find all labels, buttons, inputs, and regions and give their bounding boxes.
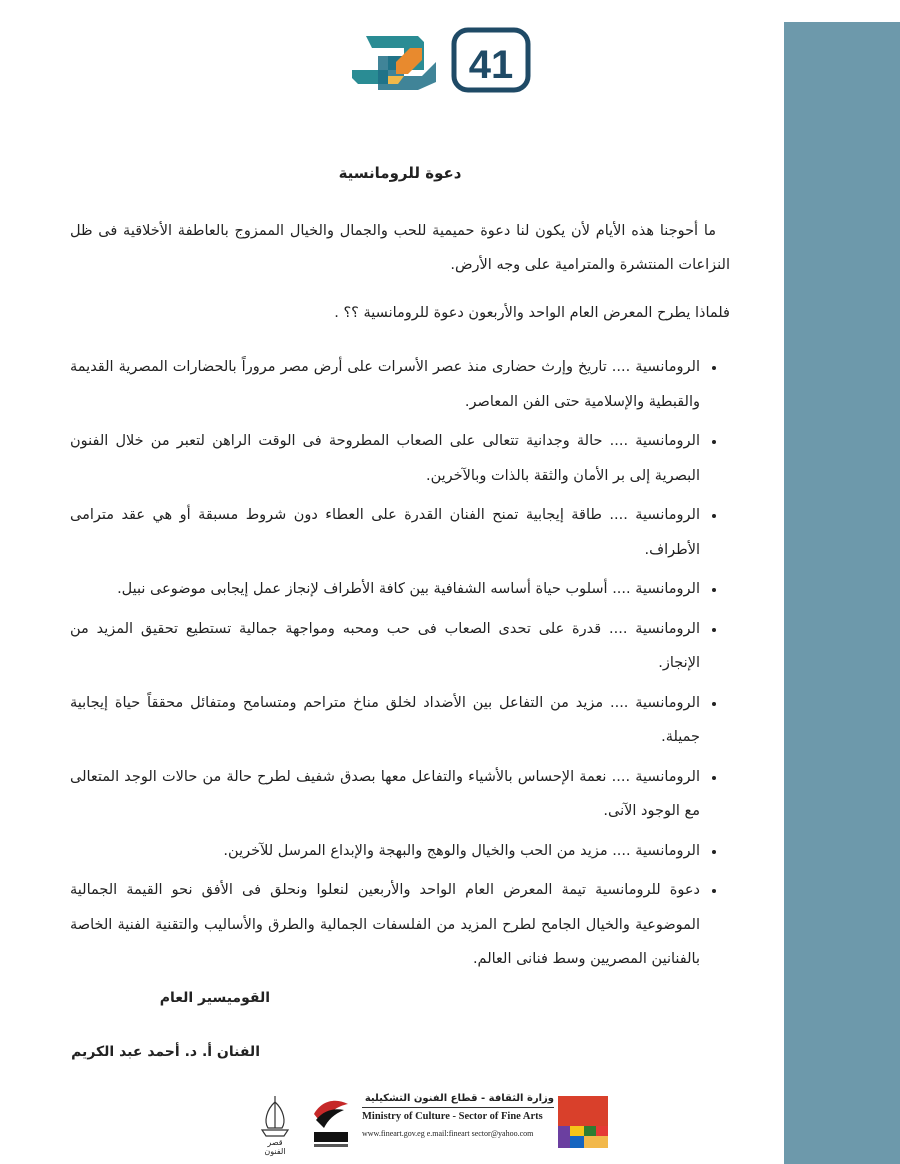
divider [362,1107,554,1108]
list-item: • الرومانسية .... قدرة على تحدى الصعاب فى حب ومحبه ومواجهة جمالية تستطيع تحقيق المزيد من الإنجاز. [70,612,702,681]
exhibition-41-logo [348,26,532,94]
ministry-block [362,1092,554,1140]
list-item: • دعوة للرومانسية تيمة المعرض العام الواحد والأربعين لنعلوا ونحلق فى الأفق نحو القيمة الجمالية الموضوعية والخيال الجامح لطرح المزيد من الفلسفات الجمالية والطرق والأساليب والتقنية الفنية الخاصة بالفنانين المصريين وسط فنانى العالم. [70,873,702,977]
list-item: • الرومانسية .... مزيد من الحب والخيال والوهج والبهجة والإبداع المرسل للآخرين. [70,834,702,869]
list-item: • الرومانسية .... أسلوب حياة أساسه الشفافية بين كافة الأطراف لإنجاز عمل إيجابى موضوعى نبيل. [70,572,702,607]
side-color-band [784,22,900,1164]
signature-name: الفنان أ. د. أحمد عبد الكريم [71,1044,260,1060]
ministry-english: Ministry of Culture - Sector of Fine Arts [362,1111,543,1122]
contact-line: www.fineart.gov.eg e.mail:fineart sector@yahoo.com [362,1129,534,1138]
intro-paragraph: ما أحوجنا هذه الأيام لأن يكون لنا دعوة حميمية للحب والجمال والخيال الممزوج بالعاطفة الأخلاقية فى ظل النزاعات المنتشرة والمترامية على وجه الأرض. [70,223,730,273]
signature-role: القوميسير العام [159,990,270,1006]
ministry-arabic: وزارة الثقافة - قطاع الفنون التشكيلية [364,1093,554,1104]
qasr-label: قصر الفنون [264,1138,286,1156]
modern-art-center-logo [308,1094,354,1150]
list-item: • الرومانسية .... مزيد من التفاعل بين الأضداد لخلق مناخ متراحم ومتسامح ومتفائل محققاً حياة إيجابية جميلة. [70,686,702,755]
question-line: فلماذا يطرح المعرض العام الواحد والأربعون دعوة للرومانسية ؟؟ . [334,305,730,321]
list-item: • الرومانسية .... نعمة الإحساس بالأشياء والتفاعل معها بصدق شفيف لطرح حالة من حالات الوجد المتعالى مع الوجود الآنى. [70,760,702,829]
fine-arts-sector-logo [352,36,436,90]
footer [258,1092,612,1154]
issue-number: 41 [468,43,514,87]
list-item: • الرومانسية .... طاقة إيجابية تمنح الفنان القدرة على العطاء دون شروط مسبقة أو هي عقد مترامى الأطراف. [70,498,702,567]
bullet-list [70,350,730,982]
list-item: • الرومانسية .... حالة وجدانية تتعالى على الصعاب المطروحة فى الوقت الراهن لتعبر من خلال الفنون البصرية إلى بر الأمان والثقة بالذات وبالآخرين. [70,424,702,493]
page-title: دعوة للرومانسية [338,164,462,182]
list-item: • الرومانسية .... تاريخ وإرث حضارى منذ عصر الأسرات على أرض مصر مروراً بالحضارات المصرية القديمة والقبطية والإسلامية حتى الفن المعاصر. [70,350,702,419]
ministry-color-blocks-logo [558,1096,608,1148]
